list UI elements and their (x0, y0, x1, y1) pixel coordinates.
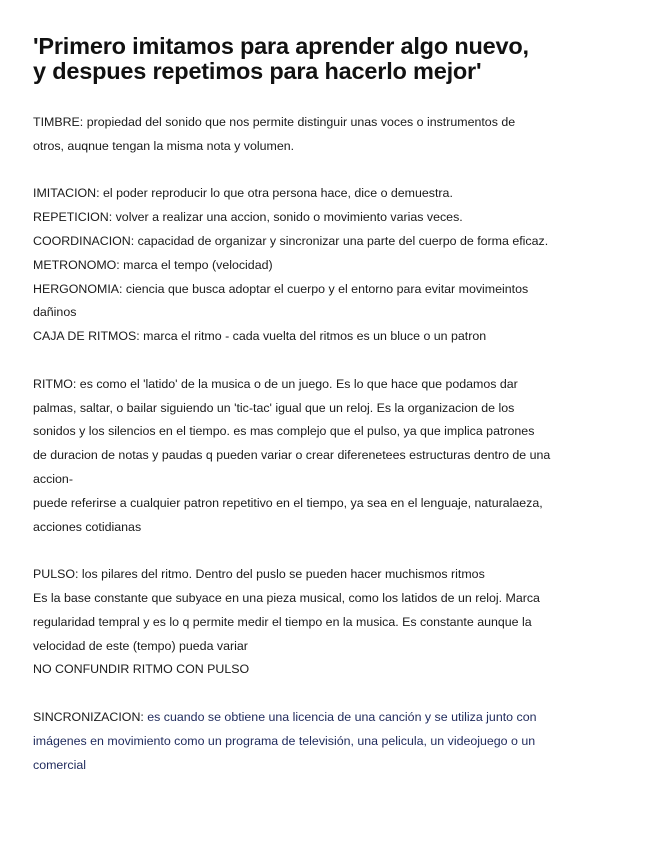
page-title (33, 34, 633, 84)
sincronizacion-line-2: imágenes en movimiento como un programa de televisión, una pelicula, un videojuego o un (33, 733, 536, 748)
sincronizacion-label: SINCRONIZACION: (33, 709, 148, 724)
definition-metronomo: METRONOMO: marca el tempo (velocidad) (33, 257, 273, 272)
title-line-1: 'Primero imitamos para aprender algo nuevo, (33, 33, 529, 59)
ritmo-line-6: puede referirse a cualquier patron repetitivo en el tiempo, ya sea en el lenguaje, naturalaeza, (33, 495, 543, 510)
pulso-line-1: PULSO: los pilares del ritmo. Dentro del puslo se pueden hacer muchismos ritmos (33, 567, 485, 582)
sincronizacion-line-1-text: es cuando se obtiene una licencia de una canción y se utiliza junto con (147, 709, 537, 724)
ritmo-line-3: sonidos y los silencios en el tiempo. es mas complejo que el pulso, ya que implica patrones (33, 424, 535, 439)
ritmo-paragraph (33, 373, 633, 540)
document-page (33, 34, 633, 777)
title-line-2: y despues repetimos para hacerlo mejor' (33, 58, 482, 84)
definitions-paragraph (33, 182, 633, 349)
timbre-line-2: otros, auqnue tengan la misma nota y volumen. (33, 138, 295, 153)
sincronizacion-paragraph (33, 706, 633, 777)
pulso-paragraph (33, 563, 633, 682)
ritmo-line-2: palmas, saltar, o bailar siguiendo un 'tic-tac' igual que un reloj. Es la organizacion de los (33, 400, 515, 415)
sincronizacion-line-1 (33, 706, 633, 730)
definition-repeticion: REPETICION: volver a realizar una accion, sonido o movimiento varias veces. (33, 210, 463, 225)
sincronizacion-line-3: comercial (33, 757, 87, 772)
timbre-line-1: TIMBRE: propiedad del sonido que nos permite distinguir unas voces o instrumentos de (33, 115, 516, 129)
spacer (33, 159, 633, 183)
pulso-line-3: regularidad tempral y es lo q permite medir el tiempo en la musica. Es constante aunque la (33, 614, 532, 629)
definition-imitacion: IMITACION: el poder reproducir lo que otra persona hace, dice o demuestra. (33, 186, 453, 201)
ritmo-line-1: RITMO: es como el 'latido' de la musica o de un juego. Es lo que hace que podamos dar (33, 376, 518, 391)
definition-hergonomia-line-1: HERGONOMIA: ciencia que busca adoptar el cuerpo y el entorno para evitar movimeintos (33, 281, 529, 296)
pulso-line-2: Es la base constante que subyace en una pieza musical, como los latidos de un reloj. Marca (33, 590, 540, 605)
pulso-line-4: velocidad de este (tempo) pueda variar (33, 638, 248, 653)
ritmo-line-5: accion- (33, 471, 73, 486)
definition-caja-ritmos: CAJA DE RITMOS: marca el ritmo - cada vuelta del ritmos es un bluce o un patron (33, 329, 487, 344)
document-body (33, 111, 633, 777)
pulso-warning: NO CONFUNDIR RITMO CON PULSO (33, 662, 250, 677)
ritmo-line-4: de duracion de notas y paudas q pueden variar o crear diferenetees estructuras dentro de una (33, 448, 551, 463)
spacer (33, 349, 633, 373)
spacer (33, 539, 633, 563)
definition-hergonomia-line-2: dañinos (33, 305, 77, 320)
ritmo-line-7: acciones cotidianas (33, 519, 142, 534)
definition-coordinacion: COORDINACION: capacidad de organizar y sincronizar una parte del cuerpo de forma eficaz. (33, 233, 549, 248)
timbre-paragraph (33, 111, 633, 159)
spacer (33, 682, 633, 706)
